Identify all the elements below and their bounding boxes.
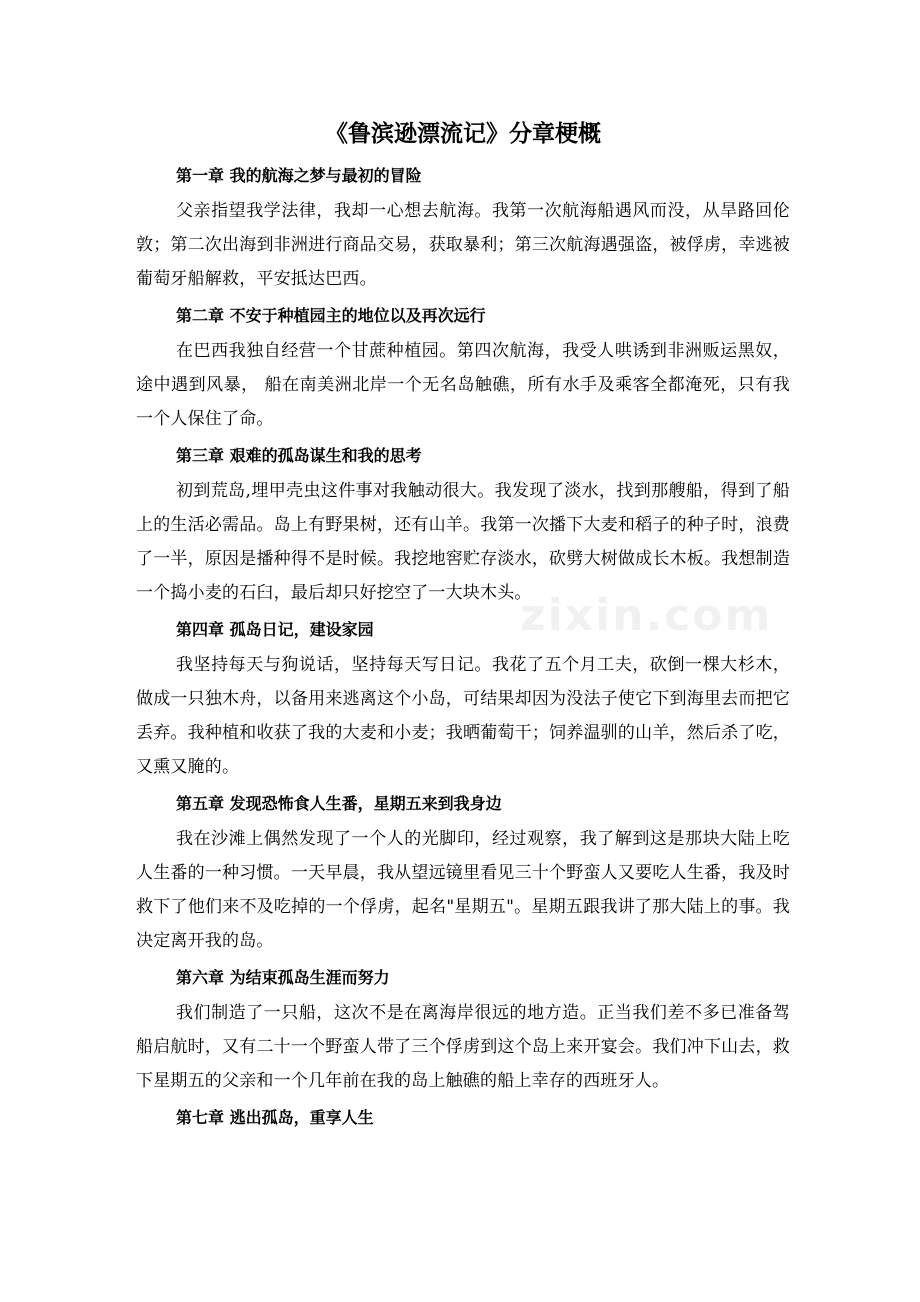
chapter-heading: 第五章 发现恐怖食人生番，星期五来到我身边 bbox=[176, 794, 502, 813]
chapter-6 bbox=[136, 962, 790, 1098]
chapter-heading: 第二章 不安于种植园主的地位以及再次远行 bbox=[176, 306, 486, 325]
chapter-heading: 第六章 为结束孤岛生涯而努力 bbox=[176, 968, 390, 987]
chapter-body: 我坚持每天与狗说话，坚持每天写日记。我花了五个月工夫，砍倒一棵大杉木，做成一只独木舟，以备用来逃离这个小岛，可结果却因为没法子使它下到海里去而把它丢弃。我种植和收获了我的大麦和小麦；我晒葡萄干；饲养温驯的山羊，然后杀了吃，又熏又腌的。 bbox=[136, 655, 790, 777]
chapter-5 bbox=[136, 788, 790, 958]
chapter-1 bbox=[136, 160, 790, 296]
chapter-body: 初到荒岛,埋甲壳虫这件事对我触动很大。我发现了淡水，找到那艘船，得到了船上的生活必需品。岛上有野果树，还有山羊。我第一次播下大麦和稻子的种子时，浪费了一半，原因是播种得不是时候。我挖地窖贮存淡水，砍劈大树做成长木板。我想制造一个捣小麦的石臼，最后却只好挖空了一大块木头。 bbox=[136, 481, 790, 603]
chapter-body: 在巴西我独自经营一个甘蔗种植园。第四次航海，我受人哄诱到非洲贩运黑奴，途中遇到风暴， 船在南美洲北岸一个无名岛触礁，所有水手及乘客全都淹死，只有我一个人保住了命。 bbox=[136, 341, 790, 429]
chapter-body: 我们制造了一只船，这次不是在离海岸很远的地方造。正当我们差不多已准备驾船启航时，又有二十一个野蛮人带了三个俘虏到这个岛上来开宴会。我们冲下山去，救下星期五的父亲和一个几年前在我的岛上触礁的船上幸存的西班牙人。 bbox=[136, 1003, 790, 1091]
document-content bbox=[136, 118, 790, 1136]
chapter-7 bbox=[136, 1102, 790, 1134]
chapter-heading: 第三章 艰难的孤岛谋生和我的思考 bbox=[176, 446, 422, 465]
chapter-heading: 第四章 孤岛日记，建设家园 bbox=[176, 620, 374, 639]
chapter-2 bbox=[136, 300, 790, 436]
watermark: zixin.com bbox=[520, 590, 773, 641]
chapter-heading: 第一章 我的航海之梦与最初的冒险 bbox=[176, 166, 422, 185]
chapter-body: 我在沙滩上偶然发现了一个人的光脚印，经过观察，我了解到这是那块大陆上吃人生番的一种习惯。一天早晨，我从望远镜里看见三十个野蛮人又要吃人生番，我及时救下了他们来不及吃掉的一个俘虏，起名"星期五"。星期五跟我讲了那大陆上的事。我决定离开我的岛。 bbox=[136, 829, 790, 951]
page-title: 《鲁滨逊漂流记》分章梗概 bbox=[325, 121, 601, 147]
chapter-3 bbox=[136, 440, 790, 610]
chapter-heading: 第七章 逃出孤岛，重享人生 bbox=[176, 1108, 374, 1127]
chapter-body: 父亲指望我学法律，我却一心想去航海。我第一次航海船遇风而没，从旱路回伦敦；第二次出海到非洲进行商品交易，获取暴利；第三次航海遇强盗，被俘虏，幸逃被葡萄牙船解救，平安抵达巴西。 bbox=[136, 201, 790, 289]
chapter-4 bbox=[136, 614, 790, 784]
